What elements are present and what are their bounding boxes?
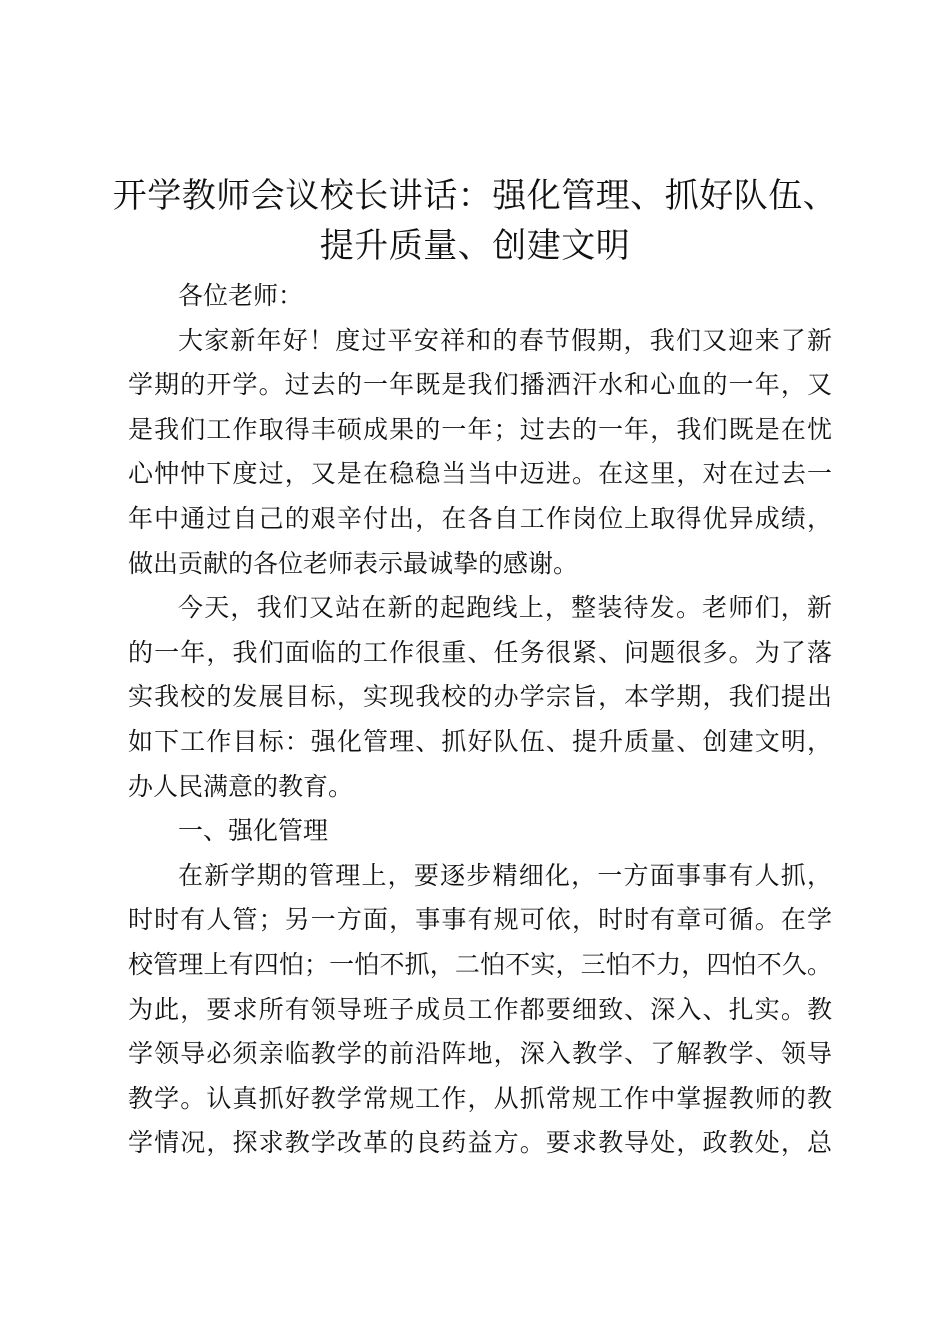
paragraph-line: 为此，要求所有领导班子成员工作都要细致、深入、扎实。教	[128, 994, 832, 1024]
paragraph-line: 心忡忡下度过，又是在稳稳当当中迈进。在这里，对在过去一	[128, 459, 832, 489]
paragraph-line: 校管理上有四怕；一怕不抓，二怕不实，三怕不力，四怕不久。	[128, 949, 832, 979]
paragraph-line: 学领导必须亲临教学的前沿阵地，深入教学、了解教学、领导	[128, 1039, 832, 1069]
document-title-line-1: 开学教师会议校长讲话：强化管理、抓好队伍、	[112, 176, 838, 216]
paragraph-line: 学情况，探求教学改革的良药益方。要求教导处，政教处，总	[128, 1128, 832, 1158]
paragraph-line: 今天，我们又站在新的起跑线上，整装待发。老师们，新	[178, 593, 832, 623]
paragraph-line: 学期的开学。过去的一年既是我们播洒汗水和心血的一年，又	[128, 370, 832, 400]
paragraph-line: 办人民满意的教育。	[128, 771, 354, 801]
document-title-line-2: 提升质量、创建文明	[319, 226, 631, 266]
paragraph-line: 大家新年好！度过平安祥和的春节假期，我们又迎来了新	[178, 325, 832, 355]
paragraph-line: 年中通过自己的艰辛付出，在各自工作岗位上取得优异成绩，	[128, 503, 832, 533]
paragraph-line: 在新学期的管理上，要逐步精细化，一方面事事有人抓，	[178, 860, 832, 890]
paragraph-line: 教学。认真抓好教学常规工作，从抓常规工作中掌握教师的教	[128, 1083, 832, 1113]
section-heading: 一、强化管理	[178, 816, 329, 846]
document-body	[128, 274, 832, 1166]
paragraph-line: 实我校的发展目标，实现我校的办学宗旨，本学期，我们提出	[128, 682, 832, 712]
salutation: 各位老师：	[178, 281, 304, 310]
paragraph-line: 做出贡献的各位老师表示最诚挚的感谢。	[128, 548, 579, 578]
paragraph-line: 的一年，我们面临的工作很重、任务很紧、问题很多。为了落	[128, 637, 832, 667]
paragraph-line: 如下工作目标：强化管理、抓好队伍、提升质量、创建文明，	[128, 726, 832, 756]
paragraph-line: 时时有人管；另一方面，事事有规可依，时时有章可循。在学	[128, 905, 832, 935]
paragraph-line: 是我们工作取得丰硕成果的一年；过去的一年，我们既是在忧	[128, 414, 832, 444]
